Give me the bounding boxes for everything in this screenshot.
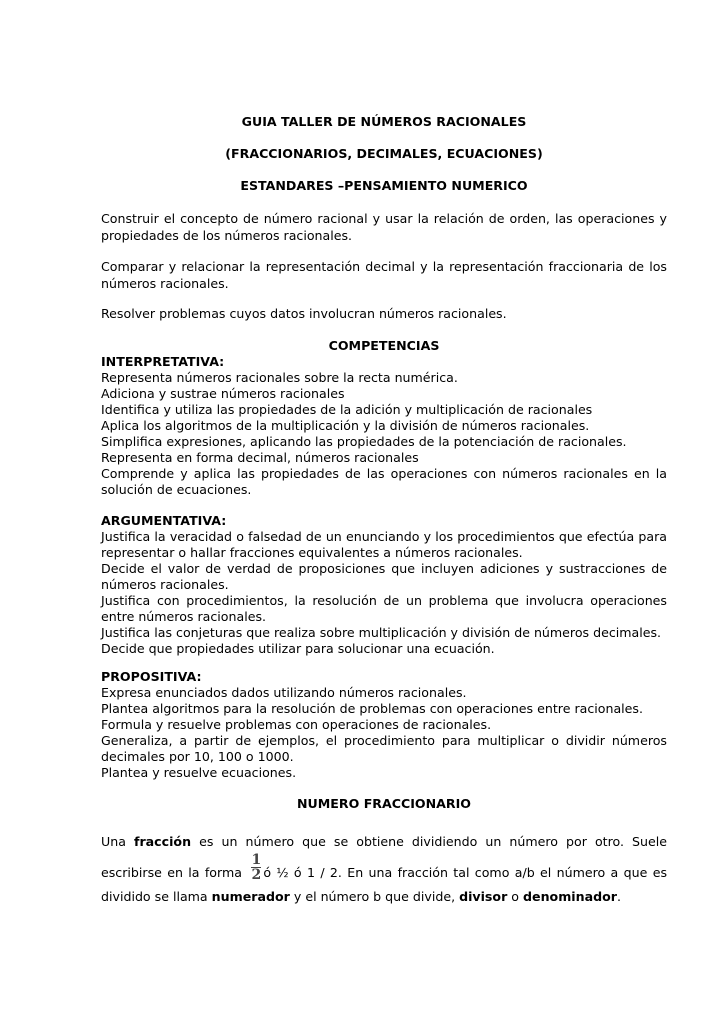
def-text-1: Una (101, 834, 134, 849)
list-item: Representa en forma decimal, números racionales (101, 450, 419, 465)
list-item: Simplifica expresiones, aplicando las propiedades de la potenciación de racionales. (101, 434, 627, 449)
argumentativa-section (101, 513, 667, 657)
fraction-definition (101, 830, 667, 909)
def-text-6: . (616, 889, 621, 904)
title-subtitle: (FRACCIONARIOS, DECIMALES, ECUACIONES) (225, 146, 543, 161)
list-item: Plantea algoritmos para la resolución de problemas con operaciones entre racionales. (101, 701, 643, 716)
def-text-4: y el número b que divide, (289, 889, 460, 904)
list-item: Justifica con procedimientos, la resolución de un problema que involucra operaciones entre números racionales. (101, 593, 667, 624)
def-text-5: o (507, 889, 524, 904)
fraction-denominator: 2 (251, 867, 262, 883)
list-item: Generaliza, a partir de ejemplos, el procedimiento para multiplicar o dividir números decimales por 10, 100 o 1000. (101, 733, 667, 764)
list-item: Expresa enunciados dados utilizando números racionales. (101, 685, 467, 700)
def-text-2: es un número que se obtiene dividiendo un número por otro. Suele escribirse en la forma (101, 834, 668, 880)
propositiva-section (101, 669, 667, 781)
interpretativa-heading: INTERPRETATIVA: (101, 354, 225, 369)
def-term-numerador: numerador (211, 889, 290, 904)
list-item: Decide que propiedades utilizar para solucionar una ecuación. (101, 641, 495, 656)
def-term-divisor: divisor (459, 889, 508, 904)
numero-fraccionario-heading: NUMERO FRACCIONARIO (297, 796, 471, 811)
def-text-3: ó ½ ó 1 / 2. En una fracción tal como a/b el número a que es dividido se llama (101, 865, 668, 904)
title-estandares: ESTANDARES –PENSAMIENTO NUMERICO (240, 178, 528, 193)
list-item: Decide el valor de verdad de proposiciones que incluyen adiciones y sustracciones de números racionales. (101, 561, 667, 592)
competencias-heading: COMPETENCIAS (328, 338, 440, 353)
list-item: Identifica y utiliza las propiedades de la adición y multiplicación de racionales (101, 402, 593, 417)
interpretativa-section (101, 354, 667, 498)
argumentativa-heading: ARGUMENTATIVA: (101, 513, 227, 528)
list-item: Comprende y aplica las propiedades de las operaciones con números racionales en la solución de ecuaciones. (101, 466, 667, 497)
list-item: Plantea y resuelve ecuaciones. (101, 765, 297, 780)
fraction-numerator: 1 (251, 852, 262, 868)
fraction-one-half (251, 854, 261, 881)
list-item: Representa números racionales sobre la recta numérica. (101, 370, 458, 385)
propositiva-heading: PROPOSITIVA: (101, 669, 202, 684)
def-term-fraccion: fracción (133, 834, 192, 849)
def-term-denominador: denominador (523, 889, 617, 904)
standard-1: Construir el concepto de número racional y usar la relación de orden, las operaciones y propiedades de los números racionales. (101, 211, 667, 243)
list-item: Formula y resuelve problemas con operaciones de racionales. (101, 717, 492, 732)
title-guia: GUIA TALLER DE NÚMEROS RACIONALES (241, 114, 527, 129)
list-item: Adiciona y sustrae números racionales (101, 386, 345, 401)
standard-2: Comparar y relacionar la representación decimal y la representación fraccionaria de los números racionales. (101, 259, 667, 291)
standard-3: Resolver problemas cuyos datos involucran números racionales. (101, 306, 507, 321)
list-item: Justifica las conjeturas que realiza sobre multiplicación y división de números decimales. (101, 625, 662, 640)
list-item: Justifica la veracidad o falsedad de un enunciando y los procedimientos que efectúa para representar o hallar fracciones equivalentes a números racionales. (101, 529, 667, 560)
list-item: Aplica los algoritmos de la multiplicación y la división de números racionales. (101, 418, 590, 433)
